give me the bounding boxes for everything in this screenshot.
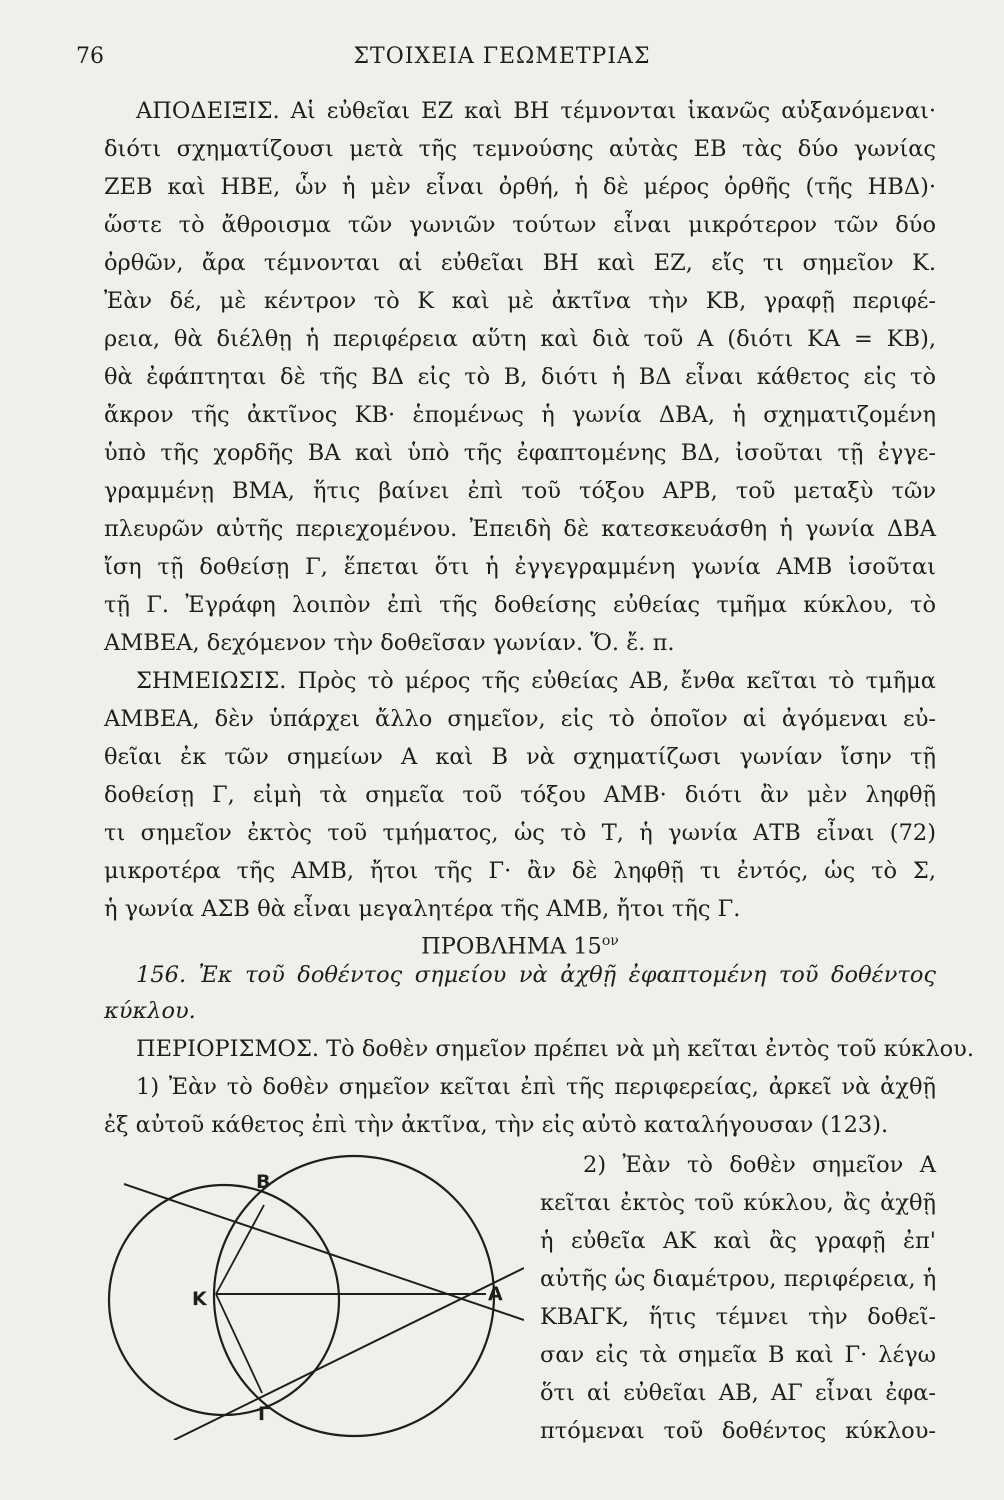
- problem-number: 15: [573, 933, 602, 960]
- problem-statement: κύκλου.: [104, 998, 196, 1024]
- page-number: 76: [76, 44, 104, 69]
- case2-line: αὐτῆς ὡς διαμέτρου, περιφέρεια, ἡ: [540, 1266, 937, 1292]
- case2-line: σαν εἰς τὰ σημεῖα Β καὶ Γ· λέγω: [540, 1342, 936, 1368]
- note-line: ΣΗΜΕΙΩΣΙΣ. Πρὸς τὸ μέρος τῆς εὐθείας ΑΒ, ἔνθα κεῖται τὸ τμῆμα: [136, 668, 936, 694]
- page-header: [76, 44, 928, 76]
- text-line: διότι σχηματίζουσι μετὰ τῆς τεμνούσης αὐτὰς ΕΒ τὰς δύο γωνίας: [104, 136, 936, 162]
- case2-line: ὅτι αἱ εὐθεῖαι ΑΒ, ΑΓ εἶναι ἐφα-: [540, 1380, 936, 1406]
- text-line: ὑπὸ τῆς χορδῆς ΒΑ καὶ ὑπὸ τῆς ἐφαπτομένης ΒΔ, ἰσοῦται τῇ ἐγγε-: [104, 440, 936, 466]
- text-line: ρεια, θὰ διέλθῃ ἡ περιφέρεια αὕτη καὶ διὰ τοῦ Α (διότι ΚΑ = ΚΒ),: [104, 326, 936, 352]
- case2-line: ΚΒΑΓΚ, ἥτις τέμνει τὴν δοθεῖ-: [540, 1304, 936, 1330]
- text-line: ὥστε τὸ ἄθροισμα τῶν γωνιῶν τούτων εἶναι μικρότερον τῶν δύο: [104, 212, 936, 238]
- problem-statement: 156. Ἐκ τοῦ δοθέντος σημείου νὰ ἀχθῇ ἐφαπτομένη τοῦ δοθέντος: [136, 962, 936, 988]
- note-line: δοθείσῃ Γ, εἰμὴ τὰ σημεῖα τοῦ τόξου ΑΜΒ· διότι ἂν μὲν ληφθῇ: [104, 782, 936, 808]
- note-line: τι σημεῖον ἐκτὸς τοῦ τμήματος, ὡς τὸ Τ, ἡ γωνία ΑΤΒ εἶναι (72): [104, 820, 936, 846]
- problem-heading: [104, 926, 936, 962]
- problem-heading-label: ΠΡΟΒΛΗΜΑ: [421, 933, 567, 960]
- text-line: Ἐὰν δέ, μὲ κέντρον τὸ Κ καὶ μὲ ἀκτῖνα τὴν ΚΒ, γραφῇ περιφέ-: [104, 288, 936, 314]
- case2-line: 2) Ἐὰν τὸ δοθὲν σημεῖον Α: [583, 1152, 936, 1178]
- note-line: θεῖαι ἐκ τῶν σημείων Α καὶ Β νὰ σχηματίζωσι γωνίαν ἴσην τῇ: [104, 744, 936, 770]
- label-b: Β: [256, 1171, 271, 1193]
- restriction-line: ΠΕΡΙΟΡΙΣΜΟΣ. Τὸ δοθὲν σημεῖον πρέπει νὰ μὴ κεῖται ἐντὸς τοῦ κύκλου.: [136, 1036, 975, 1062]
- text-line: ΑΜΒΕΑ, δεχόμενον τὴν δοθεῖσαν γωνίαν. Ὅ. ἔ. π.: [104, 630, 675, 656]
- case1-line: ἐξ αὐτοῦ κάθετος ἐπὶ τὴν ἀκτῖνα, τὴν εἰς αὐτὸ καταλήγουσαν (123).: [104, 1112, 889, 1138]
- text-line: θὰ ἐφάπτηται δὲ τῆς ΒΔ εἰς τὸ Β, διότι ἡ ΒΔ εἶναι κάθετος εἰς τὸ: [104, 364, 936, 390]
- note-line: ἡ γωνία ΑΣΒ θὰ εἶναι μεγαλητέρα τῆς ΑΜΒ, ἤτοι τῆς Γ.: [104, 896, 741, 922]
- case2-line: ἡ εὐθεῖα ΑΚ καὶ ἂς γραφῇ ἐπ': [540, 1228, 936, 1254]
- text-line: γραμμένῃ ΒΜΑ, ἥτις βαίνει ἐπὶ τοῦ τόξου ΑΡΒ, τοῦ μεταξὺ τῶν: [104, 478, 936, 504]
- note-line: ΑΜΒΕΑ, δὲν ὑπάρχει ἄλλο σημεῖον, εἰς τὸ ὁποῖον αἱ ἀγόμεναι εὐ-: [104, 706, 936, 732]
- tangent-ab: [124, 1184, 524, 1320]
- case2-line: πτόμεναι τοῦ δοθέντος κύκλου-: [540, 1418, 936, 1444]
- text-line: ΑΠΟΔΕΙΞΙΣ. Αἱ εὐθεῖαι ΕΖ καὶ ΒΗ τέμνονται ἱκανῶς αὐξανόμεναι·: [136, 98, 936, 124]
- tangent-construction-figure: [104, 1150, 524, 1440]
- text-line: πλευρῶν αὐτῆς περιεχομένου. Ἐπειδὴ δὲ κατεσκευάσθη ἡ γωνία ΔΒΑ: [104, 516, 936, 542]
- case1-line: 1) Ἐὰν τὸ δοθὲν σημεῖον κεῖται ἐπὶ τῆς περιφερείας, ἀρκεῖ νὰ ἀχθῇ: [136, 1074, 936, 1100]
- text-line: τῇ Γ. Ἐγράφη λοιπὸν ἐπὶ τῆς δοθείσης εὐθείας τμῆμα κύκλου, τὸ: [104, 592, 936, 618]
- text-line: ἴση τῇ δοθείσῃ Γ, ἕπεται ὅτι ἡ ἐγγεγραμμένη γωνία ΑΜΒ ἰσοῦται: [104, 554, 936, 580]
- text-line: ἄκρον τῆς ἀκτῖνος ΚΒ· ἑπομένως ἡ γωνία ΔΒΑ, ἡ σχηματιζομένη: [104, 402, 936, 428]
- case2-line: κεῖται ἐκτὸς τοῦ κύκλου, ἂς ἀχθῇ: [540, 1190, 936, 1216]
- label-k: Κ: [192, 1288, 207, 1310]
- given-circle: [109, 1185, 339, 1415]
- label-a: Α: [488, 1283, 503, 1305]
- note-line: μικροτέρα τῆς ΑΜΒ, ἤτοι τῆς Γ· ἂν δὲ ληφθῇ τι ἐντός, ὡς τὸ Σ,: [104, 858, 936, 884]
- problem-number-suffix: ον: [601, 933, 619, 949]
- text-line: ΖΕΒ καὶ ΗΒΕ, ὧν ἡ μὲν εἶναι ὀρθή, ἡ δὲ μέρος ὀρθῆς (τῆς ΗΒΔ)·: [104, 174, 936, 200]
- label-g: Γ: [258, 1403, 271, 1425]
- text-line: ὀρθῶν, ἄρα τέμνονται αἱ εὐθεῖαι ΒΗ καὶ ΕΖ, εἴς τι σημεῖον Κ.: [104, 250, 936, 276]
- running-title: ΣΤΟΙΧΕΙΑ ΓΕΩΜΕΤΡΙΑΣ: [353, 44, 651, 69]
